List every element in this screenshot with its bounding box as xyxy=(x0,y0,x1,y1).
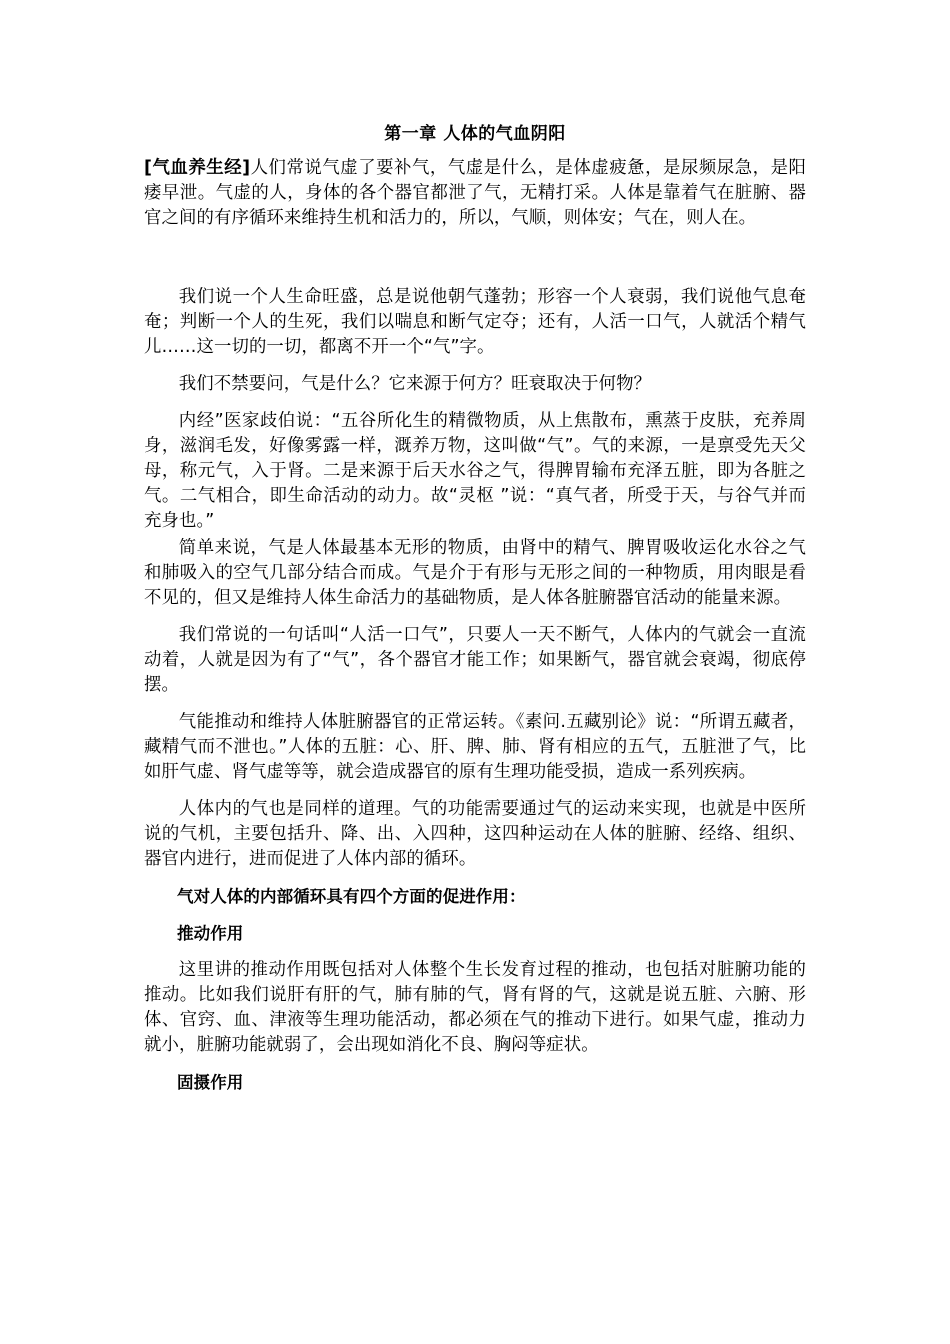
paragraph-6: 气能推动和维持人体脏腑器官的正常运转。《素问.五藏别论》说：“所谓五藏者，藏精气而不泄也。”人体的五脏：心、肝、脾、肺、肾有相应的五气，五脏泄了气，比如肝气虚、肾气虚等等，就会造成器官的原有生理功能受损，造成一系列疾病。 xyxy=(144,712,806,782)
section-heading-functions: 气对人体的内部循环具有四个方面的促进作用： xyxy=(177,887,526,906)
paragraph-1: 我们说一个人生命旺盛，总是说他朝气蓬勃；形容一个人衰弱，我们说他气息奄奄；判断一个人的生死，我们以喘息和断气定夺；还有，人活一口气，人就活个精气儿……这一切的一切，都离不开一个“气”字。 xyxy=(144,287,806,357)
section-heading-push: 推动作用 xyxy=(177,924,244,943)
paragraph-8: 这里讲的推动作用既包括对人体整个生长发育过程的推动，也包括对脏腑功能的推动。比如我们说肝有肝的气，肺有肺的气，肾有肾的气，这就是说五脏、六腑、形体、官窍、血、津液等生理功能活动，都必须在气的推动下进行。如果气虚，推动力就小，脏腑功能就弱了，会出现如消化不良、胸闷等症状。 xyxy=(144,960,806,1055)
chapter-title: 第一章 人体的气血阴阳 xyxy=(384,124,566,144)
document-body xyxy=(144,156,806,1095)
paragraph-3: 内经”医家歧伯说：“五谷所化生的精微物质，从上焦散布，熏蒸于皮肤，充养周身，滋润毛发，好像雾露一样，溉养万物，这叫做“气”。气的来源，一是禀受先天父母，称元气，入于肾。二是来源于后天水谷之气，得脾胃输布充泽五脏，即为各脏之气。二气相合，即生命活动的动力。故“灵枢 ”说：“真气者，所受于天，与谷气并而充身也。” xyxy=(144,411,806,531)
intro-paragraph xyxy=(144,156,806,231)
paragraph-7: 人体内的气也是同样的道理。气的功能需要通过气的运动来实现，也就是中医所说的气机，主要包括升、降、出、入四种，这四种运动在人体的脏腑、经络、组织、器官内进行，进而促进了人体内部的循环。 xyxy=(144,799,806,869)
paragraph-4: 简单来说，气是人体最基本无形的物质，由肾中的精气、脾胃吸收运化水谷之气和肺吸入的空气几部分结合而成。气是介于有形与无形之间的一种物质，用肉眼是看不见的，但又是维持人体生命活力的基础物质，是人体各脏腑器官活动的能量来源。 xyxy=(144,538,806,608)
intro-label: [气血养生经] xyxy=(144,158,251,178)
intro-text: 人们常说气虚了要补气，气虚是什么，是体虚疲惫，是尿频尿急，是阳痿早泄。气虚的人，身体的各个器官都泄了气，无精打采。人体是靠着气在脏腑、器官之间的有序循环来维持生机和活力的，所以，气顺，则体安；气在，则人在。 xyxy=(144,158,806,228)
section-heading-hold: 固摄作用 xyxy=(177,1073,244,1092)
paragraph-5: 我们常说的一句话叫“人活一口气”，只要人一天不断气，人体内的气就会一直流动着，人就是因为有了“气”，各个器官才能工作；如果断气，器官就会衰竭，彻底停摆。 xyxy=(144,625,806,695)
paragraph-2: 我们不禁要问，气是什么？它来源于何方？旺衰取决于何物？ xyxy=(178,374,652,394)
